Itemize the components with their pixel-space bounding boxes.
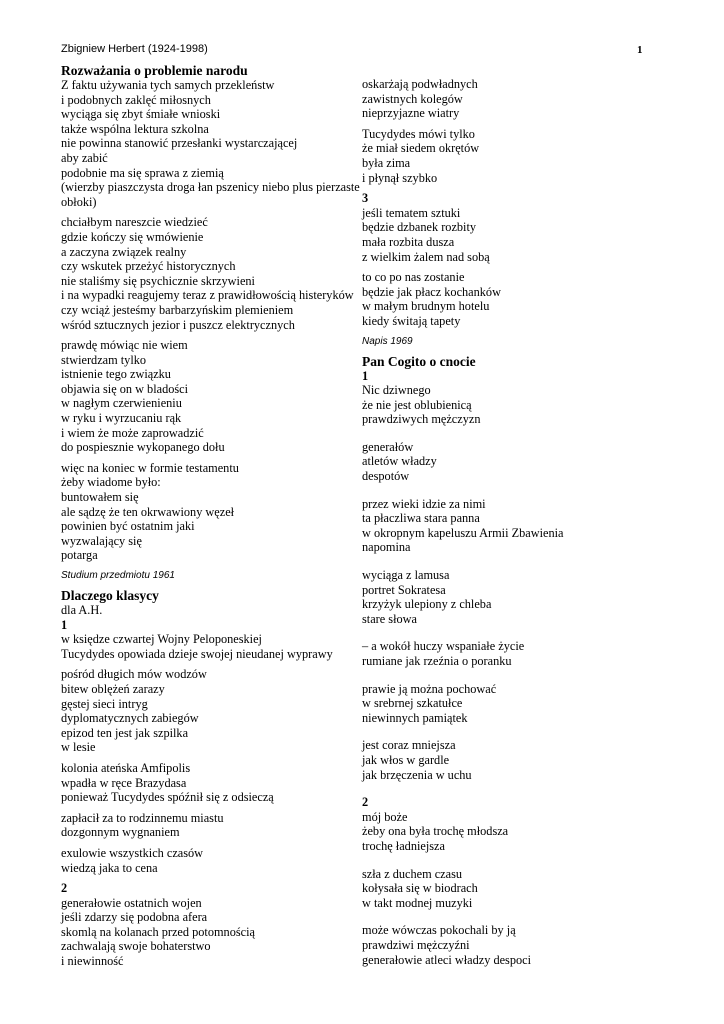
stanza [61, 667, 361, 755]
poem-line: buntowałem się [61, 490, 139, 505]
stanza [362, 682, 662, 726]
poem-line: że nie jest oblubienicą [362, 397, 472, 412]
poem-line: mój boże [362, 809, 408, 824]
poem-line: będzie dzbanek rozbity [362, 220, 477, 235]
poem-line: ale sądzę że ten okrwawiony węzeł [61, 504, 235, 519]
stanza [61, 461, 361, 563]
poem-line: nieprzyjazne wiatry [362, 106, 460, 121]
poem-line: wpadła w ręce Brazydasa [61, 775, 187, 790]
poem-line: podobnie ma się sprawa z ziemią [61, 165, 224, 180]
poem-line: że miał siedem okrętów [362, 141, 480, 156]
poem-line: istnienie tego związku [61, 367, 171, 382]
poem-line: w takt modnej muzyki [362, 895, 473, 910]
poem-line: jak włos w gardle [362, 752, 450, 767]
stanza [362, 77, 662, 121]
poem-line: Tucydydes opowiada dzieje swojej nieudanej wyprawy [61, 646, 333, 661]
poem-line: objawia się on w bladości [61, 381, 189, 396]
stanza [61, 811, 361, 840]
poem-line: czy wskutek przeżyć historycznych [61, 259, 236, 274]
poem-line: zawistnych kolegów [362, 91, 463, 106]
page-number: 1 [637, 44, 643, 56]
poem-line: epizod ten jest jak szpilka [61, 725, 189, 740]
poem-title: Dlaczego klasycy [61, 588, 159, 603]
poem-line: mała rozbita dusza [362, 234, 455, 249]
section-number: 3 [362, 191, 369, 206]
poem-line: będzie jak płacz kochanków [362, 284, 501, 299]
poem-line: wiedzą jaka to cena [61, 860, 158, 875]
poem-line: może wówczas pokochali by ją [362, 923, 516, 938]
poem-title: Pan Cogito o cnocie [362, 353, 476, 369]
poem-line: prawdziwych mężczyzn [362, 412, 481, 427]
stanza [362, 206, 662, 264]
section-number: 1 [362, 368, 369, 383]
poem-line: kołysała się w biodrach [362, 881, 478, 896]
poem-line: jeśli tematem sztuki [362, 205, 461, 220]
poem-line: z wielkim żalem nad sobą [362, 249, 490, 264]
poem-line: bitew oblężeń zarazy [61, 681, 165, 696]
poem-line: ponieważ Tucydydes spóźnił się z odsieczą [61, 790, 274, 805]
poem-line: wyzwalający się [61, 533, 142, 548]
poem-line: czy wciąż jesteśmy barbarzyńskim plemieniem [61, 302, 294, 317]
poem-line: zapłacił za to rodzinnemu miastu [61, 810, 224, 825]
poem-line: to co po nas zostanie [362, 270, 465, 285]
poem-line: despotów [362, 469, 410, 484]
poem-line: powinien być ostatnim jaki [61, 519, 195, 534]
poem-line: gęstej sieci intryg [61, 696, 148, 711]
stanza [362, 867, 662, 911]
poem-line: jak brzęczenia w uchu [362, 767, 472, 782]
poem-line: prawie ją można pochować [362, 681, 497, 696]
poem-title: Rozważania o problemie narodu [61, 63, 248, 78]
poem-line: aby zabić [61, 150, 108, 165]
poem-line: pośród długich mów wodzów [61, 667, 207, 682]
poem-line: napomina [362, 540, 411, 555]
poem-line: i podobnych zaklęć miłosnych [61, 92, 211, 107]
poem-line: generałów [362, 439, 414, 454]
poem-line: generałowie atleci władzy despoci [362, 952, 532, 967]
poem-note: Napis 1969 [362, 335, 413, 347]
poem-line: atletów władzy [362, 454, 437, 469]
poem-line: portret Sokratesa [362, 582, 446, 597]
poem-line: i niewinność [61, 954, 124, 969]
poem-line: w lesie [61, 740, 96, 755]
poem-line: potarga [61, 548, 98, 563]
stanza [362, 440, 662, 484]
poem-line: do pospiesznie wykopanego dołu [61, 440, 225, 455]
stanza [362, 923, 662, 967]
poem-line: ta płaczliwa stara panna [362, 511, 480, 526]
poem-line: krzyżyk ulepiony z chleba [362, 597, 492, 612]
poem-line: w małym brudnym hotelu [362, 299, 490, 314]
stanza [362, 497, 662, 555]
poem-line: stare słowa [362, 611, 417, 626]
poem-line: i wiem że może zaprowadzić [61, 425, 204, 440]
stanza [362, 568, 662, 626]
poem-line: Tucydydes mówi tylko [362, 126, 475, 141]
poem-line: w księdze czwartej Wojny Peloponeskiej [61, 632, 262, 647]
poem-line: kolonia ateńska Amfipolis [61, 760, 191, 775]
section-number: 2 [61, 881, 68, 896]
poem-note: Studium przedmiotu 1961 [61, 570, 175, 581]
poem-line: jest coraz mniejsza [362, 738, 456, 753]
poem-line: więc na koniec w formie testamentu [61, 460, 239, 475]
stanza [61, 896, 361, 969]
poem-line: żeby wiadome było: [61, 475, 161, 490]
poem-line: i na wypadki reagujemy teraz z prawidłowością histeryków [61, 288, 354, 303]
stanza [362, 383, 662, 427]
poem-line: skomlą na kolanach przed potomnością [61, 924, 255, 939]
stanza [362, 639, 662, 668]
poem-line: a zaczyna związek realny [61, 244, 187, 259]
poem-line: stwierdzam tylko [61, 352, 147, 367]
poem-line: także wspólna lektura szkolna [61, 121, 209, 136]
poem-line: kiedy świtają tapety [362, 313, 461, 328]
poem-line: i płynął szybko [362, 170, 438, 185]
poem-line: – a wokół huczy wspaniałe życie [362, 639, 525, 654]
poem-line: trochę ładniejsza [362, 838, 445, 853]
right-column [362, 77, 662, 980]
section-number: 2 [362, 795, 369, 810]
poem-line: chciałbym nareszcie wiedzieć [61, 215, 208, 230]
stanza [362, 810, 662, 854]
section-number: 1 [61, 617, 68, 632]
poem-line: exulowie wszystkich czasów [61, 845, 204, 860]
poem-line: Nic dziwnego [362, 383, 431, 398]
poem-line: rumiane jak rzeźnia o poranku [362, 654, 512, 668]
poem-line: prawdę mówiąc nie wiem [61, 338, 188, 353]
poem-line: zachwalają swoje bohaterstwo [61, 939, 211, 954]
stanza [61, 215, 361, 332]
poem-line: generałowie ostatnich wojen [61, 895, 202, 910]
poem-line: (wierzby piaszczysta droga łan pszenicy niebo plus pierzaste obłoki) [61, 180, 360, 209]
poem-line: przez wieki idzie za nimi [362, 496, 486, 511]
poem-line: prawdziwi mężczyźni [362, 937, 470, 952]
poem-line: Z faktu używania tych samych przekleństw [61, 78, 275, 92]
poem-line: nie staliśmy się psychicznie skrzywieni [61, 273, 255, 288]
poem-line: nie powinna stanowić przesłanki wystarczającej [61, 136, 298, 151]
poem-line: jeśli zdarzy się podobna afera [61, 910, 208, 925]
poem-line: szła z duchem czasu [362, 866, 463, 881]
stanza [362, 127, 662, 185]
page-header-author: Zbigniew Herbert (1924-1998) [61, 43, 208, 55]
poem-line: żeby ona była trochę młodsza [362, 824, 509, 839]
poem-line: wyciąga się zbyt śmiałe wnioski [61, 107, 221, 122]
poem-line: niewinnych pamiątek [362, 710, 468, 725]
poem-line: była zima [362, 155, 411, 170]
poem-dedication: dla A.H. [61, 603, 103, 617]
poem-line: gdzie kończy się wmówienie [61, 229, 204, 244]
stanza [362, 738, 662, 782]
left-column [61, 63, 361, 975]
poem-line: oskarżają podwładnych [362, 77, 478, 91]
poem-line: w okropnym kapeluszu Armii Zbawienia [362, 525, 564, 540]
stanza [61, 761, 361, 805]
poem-line: w ryku i wyrzucaniu rąk [61, 411, 182, 426]
poem-line: w srebrnej szkatułce [362, 696, 463, 711]
stanza [61, 632, 361, 661]
poem-line: wśród sztucznych jezior i puszcz elektrycznych [61, 317, 295, 332]
stanza [362, 270, 662, 328]
stanza [61, 338, 361, 455]
stanza [61, 846, 361, 875]
stanza [61, 78, 361, 209]
poem-line: dyplomatycznych zabiegów [61, 711, 199, 726]
poem-line: wyciąga z lamusa [362, 568, 450, 583]
poem-line: dozgonnym wygnaniem [61, 825, 180, 840]
poem-line: w nagłym czerwienieniu [61, 396, 182, 411]
